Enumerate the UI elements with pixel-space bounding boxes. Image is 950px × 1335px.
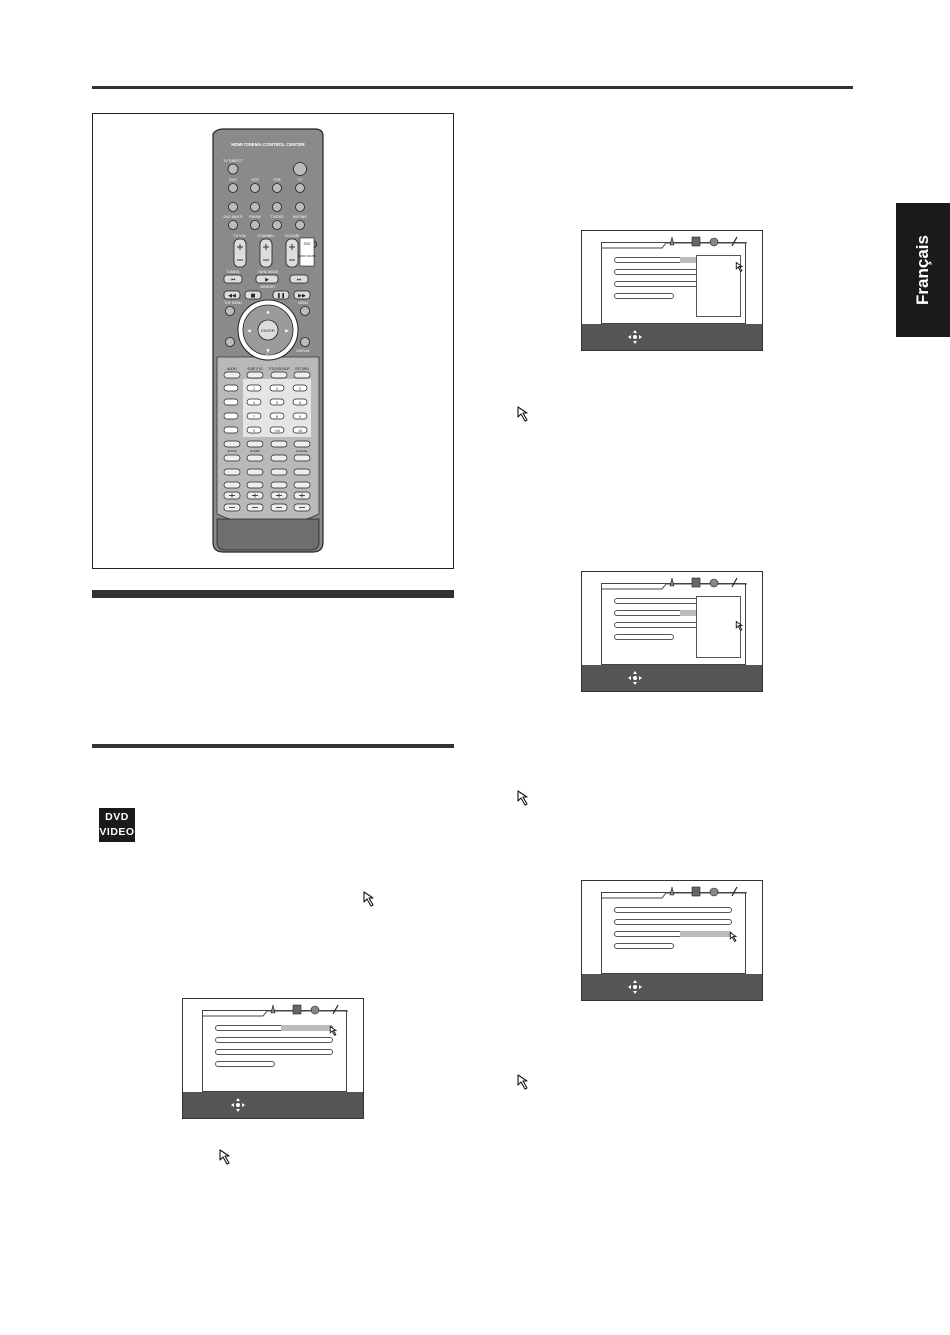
osd-screen-preferences-3 [581,571,763,692]
osd-row [614,622,704,628]
svg-text:▶: ▶ [285,329,289,334]
remote-label-tv-dvd: TV/DVD [270,215,284,219]
disc-icon [710,238,718,246]
pen-icon [333,1005,338,1014]
remote-label-vcr: VCR [251,178,259,182]
svg-text:⏭: ⏭ [296,277,302,283]
remote-label-tv-vol: TV VOL [233,234,247,238]
navigation-cross-icon [628,330,642,344]
remote-label-zoom: ZOOM [227,449,237,453]
remote-key-6: 6 [299,401,301,405]
navigation-cross-icon [628,980,642,994]
remote-label-dvd-mode: DVD [303,242,311,246]
osd-row-short [215,1061,275,1067]
osd-tab-strip [602,885,747,899]
remote-key-3: 3 [299,387,301,391]
remote-label-display: DISPLAY [296,349,310,353]
remote-label-channel: CHANNEL [257,234,275,238]
osd-row-highlight [680,610,696,616]
disc-icon [311,1006,319,1014]
svg-text:■: ■ [250,293,256,299]
cursor-arrow-icon [729,931,739,943]
remote-label-tuning: TUNING [226,270,240,274]
navigation-cross-icon [231,1098,245,1112]
remote-label-tv-direct: TV DIRECT [222,159,244,163]
remote-label-sleep: SLEEP [250,449,260,453]
cursor-arrow-icon [735,261,745,273]
remote-control-illustration [93,114,455,570]
remote-label-menu: MENU [298,301,308,305]
svg-text:▶▶: ▶▶ [298,293,306,299]
remote-label-tv: TV [297,178,303,182]
remote-key-8: 8 [276,415,278,419]
pen-icon [732,887,737,896]
svg-text:▼: ▼ [266,349,270,354]
osd-tab-strip [602,576,747,590]
remote-key-10: 10 [298,429,302,433]
svg-text:◀: ◀ [247,329,251,334]
section-heading-bar-1 [92,590,454,598]
cursor-arrow-icon [735,620,745,632]
osd-row [614,598,704,604]
osd-row [614,281,704,287]
osd-tab-strip [203,1003,348,1017]
remote-key-2: 2 [276,387,278,391]
remote-key-0: 0 [253,429,255,433]
remote-label-volume: VOLUME [284,234,300,238]
dvd-badge-line-2: VIDEO [99,826,135,838]
header-rule [92,86,853,89]
svg-text:❚❚: ❚❚ [276,293,286,299]
remote-brand-text: HDMI CINEMA CONTROL CENTER [231,142,305,147]
osd-screen-preferences-4 [581,880,763,1001]
cursor-arrow-icon [516,789,532,807]
language-side-tab-label: Français [913,235,932,305]
remote-label-top-menu: TOP MENU [224,301,242,305]
remote-key-5: 5 [276,401,278,405]
osd-row-highlight [281,1025,331,1031]
navigation-cross-icon [628,671,642,685]
svg-text:◀◀: ◀◀ [228,293,236,299]
remote-label-stb: STB [273,178,281,182]
pen-icon [732,578,737,587]
remote-label-pty-search: PTY SEARCH [257,354,279,358]
remote-label-dvd-multi: DVD MULTI [223,215,243,219]
osd-row-short [614,293,674,299]
remote-label-muting: MUTING [292,215,308,219]
osd-menu-panel [601,892,746,974]
osd-footer-bar [582,974,762,1000]
osd-row [614,269,704,275]
remote-label-return: RETURN [295,367,309,371]
bell-icon [670,237,674,245]
section-heading-bar-2 [92,744,454,748]
osd-tab-strip [602,235,747,249]
remote-key-1: 1 [253,387,255,391]
svg-text:⏮: ⏮ [230,277,236,283]
page-icon [692,887,700,896]
remote-label-audio: AUDIO [226,367,238,371]
disc-icon [710,579,718,587]
osd-row [215,1049,333,1055]
osd-menu-panel [601,242,746,324]
osd-footer-bar [582,665,762,691]
remote-label-dvd: DVD [229,178,237,182]
cursor-arrow-icon [516,1073,532,1091]
language-side-tab [896,203,950,337]
cursor-arrow-icon [218,1148,234,1166]
osd-footer-bar [183,1092,363,1118]
remote-label-memory: MEMORY [260,285,276,289]
osd-row [215,1037,333,1043]
remote-key-4: 4 [253,401,255,405]
dvd-video-badge [99,808,135,842]
remote-label-title-group: TITLE/GROUP [268,367,290,371]
remote-label-fm-am: FM/AM [249,215,261,219]
bell-icon [271,1005,275,1013]
cursor-arrow-icon [516,405,532,423]
page-icon [692,237,700,246]
osd-menu-panel [601,583,746,665]
pen-icon [732,237,737,246]
osd-row [614,919,732,925]
cursor-arrow-icon [329,1025,339,1037]
osd-row-short [614,943,674,949]
cursor-arrow-icon [362,890,378,908]
remote-label-subtitle: SUBTITLE [247,367,263,371]
dvd-badge-line-1: DVD [105,811,129,823]
page-icon [293,1005,301,1014]
remote-label-enter: ENTER [261,328,275,333]
osd-screen-preferences-2 [581,230,763,351]
osd-footer-bar [582,324,762,350]
osd-row [614,907,732,913]
remote-label-tune-mode: TUNE MODE [257,270,279,274]
svg-text:▶: ▶ [265,277,269,283]
osd-menu-panel [202,1010,347,1092]
osd-row-short [614,634,674,640]
remote-label-cancel: CANCEL [295,449,309,453]
page-icon [692,578,700,587]
disc-icon [710,888,718,896]
remote-key-7: 7 [253,415,255,419]
remote-label-audio-sound: AUDIO SOUND [297,255,317,258]
svg-text:▲: ▲ [266,310,270,315]
remote-illustration-frame [92,113,454,569]
remote-key-9: 9 [299,415,301,419]
osd-row-highlight [680,931,730,937]
osd-row-highlight [680,257,696,263]
remote-key-plus10: +10 [273,429,281,433]
osd-screen-preferences-1 [182,998,364,1119]
bell-icon [670,578,674,586]
bell-icon [670,887,674,895]
